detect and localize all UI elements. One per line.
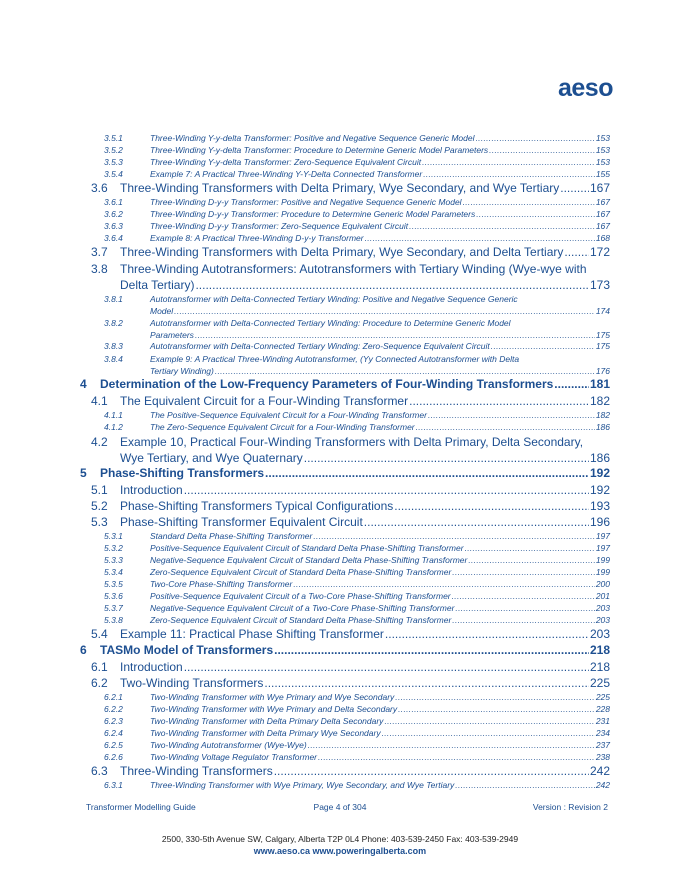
toc-entry-number: 6.2.4 (104, 728, 123, 738)
toc-entry[interactable] (0, 499, 680, 515)
toc-entry-page: 197 (595, 531, 610, 541)
toc-leader-dots (455, 780, 595, 790)
toc-entry-title: Three-Winding Y-y-delta Transformer: Positive and Negative Sequence Generic Model (150, 133, 475, 143)
toc-entry-title: Three-Winding D-y-y Transformer: Procedure to Determine Generic Model Parameters (150, 209, 476, 219)
toc-entry-title: Three-Winding Y-y-delta Transformer: Zero-Sequence Equivalent Circuit (150, 157, 422, 167)
toc-entry-title: Three-Winding D-y-y Transformer: Zero-Sequence Equivalent Circuit (150, 221, 409, 231)
toc-entry[interactable] (0, 410, 680, 422)
toc-entry-number: 3.7 (91, 245, 108, 259)
toc-entry-title: Negative-Sequence Equivalent Circuit of Standard Delta Phase-Shifting Transformer (150, 555, 468, 565)
toc-entry-title: Phase-Shifting Transformers (100, 466, 265, 480)
toc-leader-dots (465, 543, 595, 553)
toc-entry-page: 167 (595, 221, 610, 231)
toc-entry-title: TASMo Model of Transformers (100, 643, 274, 657)
toc-entry-page: 168 (595, 233, 610, 243)
toc-entry-number: 3.5.3 (104, 157, 123, 167)
footer-address: 2500, 330-5th Avenue SW, Calgary, Alberta T2P 0L4 Phone: 403-539-2450 Fax: 403-539-2949 (161, 834, 519, 844)
toc-entry[interactable] (0, 591, 680, 603)
toc-entry-title: Three-Winding Autotransformers: Autotransformers with Tertiary Winding (Wye-wye with (120, 262, 587, 276)
toc-entry-page: 186 (595, 422, 610, 432)
toc-leader-dots (476, 209, 595, 219)
toc-leader-dots (409, 394, 589, 408)
toc-entry-title: Two-Core Phase-Shifting Transformer (150, 579, 293, 589)
toc-entry-title: Positive-Sequence Equivalent Circuit of Standard Delta Phase-Shifting Transformer (150, 543, 464, 553)
toc-entry[interactable] (0, 245, 680, 261)
toc-leader-dots (416, 422, 595, 432)
toc-leader-dots (184, 483, 589, 497)
toc-entry-title: Example 10, Practical Four-Winding Transformers with Delta Primary, Delta Secondary, (120, 435, 584, 449)
toc-entry[interactable] (0, 716, 680, 728)
toc-leader-dots (422, 157, 595, 167)
toc-entry-page: 192 (589, 466, 610, 480)
toc-entry-number: 3.8.3 (104, 341, 123, 351)
toc-entry-title: Introduction (120, 660, 183, 674)
toc-entry[interactable] (0, 353, 680, 377)
footer-version: Version : Revision 2 (532, 802, 608, 812)
toc-leader-dots (384, 716, 594, 726)
toc-leader-dots (274, 764, 589, 778)
toc-entry-page: 242 (589, 764, 610, 778)
toc-entry-page: 242 (595, 780, 610, 790)
toc-entry-number: 5.4 (91, 627, 108, 641)
toc-leader-dots (476, 133, 595, 143)
toc-leader-dots (195, 329, 595, 341)
toc-entry[interactable] (0, 145, 680, 157)
toc-entry-page: 173 (589, 278, 610, 292)
toc-leader-dots (468, 555, 594, 565)
toc-leader-dots (560, 181, 589, 195)
toc-entry-title-continued: Tertiary Winding) (150, 366, 214, 376)
toc-entry-number: 5.3.7 (104, 603, 123, 613)
toc-leader-dots (318, 752, 595, 762)
footer-page-number: Page 4 of 304 (313, 802, 367, 812)
toc-entry-number: 5.3.8 (104, 615, 123, 625)
toc-entry-title: Example 8: A Practical Three-Winding D-y-y Transformer (150, 233, 364, 243)
toc-leader-dots (313, 531, 594, 541)
toc-entry-page: 176 (595, 366, 610, 376)
toc-entry[interactable] (0, 660, 680, 676)
toc-entry-number: 6 (80, 643, 87, 657)
toc-leader-dots (174, 305, 595, 317)
toc-entry-number: 4.1.1 (104, 410, 123, 420)
toc-leader-dots (409, 221, 595, 231)
toc-entry-title: Zero-Sequence Equivalent Circuit of Standard Delta Phase-Shifting Transformer (150, 567, 452, 577)
toc-leader-dots (452, 591, 595, 601)
toc-entry-title: Three-Winding D-y-y Transformer: Positive and Negative Sequence Generic Model (150, 197, 462, 207)
toc-entry-title: Three-Winding Transformer with Wye Primary, Wye Secondary, and Wye Tertiary (150, 780, 455, 790)
toc-entry-page: 167 (595, 197, 610, 207)
toc-entry-title: Two-Winding Transformer with Delta Primary Wye Secondary (150, 728, 381, 738)
toc-entry-number: 4.1 (91, 394, 108, 408)
toc-entry[interactable] (0, 133, 680, 145)
toc-entry-title: The Positive-Sequence Equivalent Circuit for a Four-Winding Transformer (150, 410, 427, 420)
toc-entry-title: Autotransformer with Delta-Connected Tertiary Winding: Procedure to Determine Generic Model (150, 318, 511, 328)
toc-entry[interactable] (0, 197, 680, 209)
toc-leader-dots (398, 704, 595, 714)
toc-entry-page: 196 (589, 515, 610, 529)
toc-entry[interactable] (0, 692, 680, 704)
toc-entry-page: 203 (589, 627, 610, 641)
toc-leader-dots (554, 377, 589, 391)
toc-entry-title: The Equivalent Circuit for a Four-Winding Transformer (120, 394, 409, 408)
toc-entry[interactable] (0, 567, 680, 579)
toc-entry-page: 182 (595, 410, 610, 420)
toc-entry-number: 6.3 (91, 764, 108, 778)
toc-entry-page: 199 (595, 555, 610, 565)
toc-entry-title: Two-Winding Transformers (120, 676, 264, 690)
toc-entry-page: 155 (595, 169, 610, 179)
toc-entry-number: 5.3.2 (104, 543, 123, 553)
toc-entry-page: 182 (589, 394, 610, 408)
toc-entry-title: Positive-Sequence Equivalent Circuit of a Two-Core Phase-Shifting Transformer (150, 591, 451, 601)
toc-entry-number: 5.3.5 (104, 579, 123, 589)
toc-entry-number: 3.8.4 (104, 354, 123, 364)
toc-entry[interactable] (0, 543, 680, 555)
toc-leader-dots (264, 676, 589, 690)
toc-entry[interactable] (0, 615, 680, 627)
toc-entry[interactable] (0, 341, 680, 353)
toc-entry-title: Three-Winding Transformers with Delta Primary, Wye Secondary, and Delta Tertiary (120, 245, 564, 259)
toc-entry-number: 6.2.1 (104, 692, 123, 702)
toc-leader-dots (195, 277, 589, 293)
toc-entry-number: 4.1.2 (104, 422, 123, 432)
toc-entry-number: 6.1 (91, 660, 108, 674)
toc-entry-page: 203 (595, 603, 610, 613)
toc-leader-dots (428, 410, 595, 420)
toc-entry-page: 197 (595, 543, 610, 553)
toc-entry-page: 228 (595, 704, 610, 714)
toc-entry-number: 3.6.1 (104, 197, 123, 207)
toc-entry-page: 218 (589, 643, 610, 657)
toc-entry-page: 153 (595, 145, 610, 155)
toc-entry-title: Autotransformer with Delta-Connected Tertiary Winding: Zero-Sequence Equivalent Circuit (150, 341, 490, 351)
toc-leader-dots (395, 692, 595, 702)
toc-leader-dots (463, 197, 595, 207)
toc-entry-number: 6.2.6 (104, 752, 123, 762)
toc-entry-page: 238 (595, 752, 610, 762)
toc-entry-page: 218 (589, 660, 610, 674)
toc-entry-number: 6.2.2 (104, 704, 123, 714)
toc-leader-dots (394, 499, 589, 513)
toc-entry-page: 167 (595, 209, 610, 219)
toc-entry-number: 5.3.4 (104, 567, 123, 577)
toc-entry[interactable] (0, 483, 680, 499)
toc-entry-title: Phase-Shifting Transformers Typical Configurations (120, 499, 394, 513)
toc-entry-page: 175 (595, 341, 610, 351)
toc-leader-dots (274, 643, 589, 657)
toc-entry[interactable] (0, 752, 680, 764)
toc-leader-dots (215, 365, 595, 377)
toc-entry-title: Negative-Sequence Equivalent Circuit of a Two-Core Phase-Shifting Transformer (150, 603, 455, 613)
toc-entry[interactable] (0, 740, 680, 752)
toc-leader-dots (308, 740, 595, 750)
toc-leader-dots (365, 233, 595, 243)
toc-entry[interactable] (0, 157, 680, 169)
toc-leader-dots (293, 579, 594, 589)
toc-entry-number: 5.3.1 (104, 531, 123, 541)
toc-entry-title: Two-Winding Autotransformer (Wye-Wye) (150, 740, 307, 750)
toc-entry-page: 225 (589, 676, 610, 690)
toc-entry-title-continued: Delta Tertiary) (120, 278, 195, 292)
toc-leader-dots (382, 728, 595, 738)
toc-entry-number: 3.8.1 (104, 294, 123, 304)
toc-entry-number: 3.8.2 (104, 318, 123, 328)
toc-entry-page: 192 (589, 483, 610, 497)
toc-entry-number: 4 (80, 377, 87, 391)
toc-entry-number: 3.5.4 (104, 169, 123, 179)
toc-entry-number: 4.2 (91, 435, 108, 449)
toc-leader-dots (452, 615, 595, 625)
toc-entry[interactable] (0, 579, 680, 591)
toc-entry[interactable] (0, 377, 680, 394)
toc-entry-page: 167 (589, 181, 610, 195)
toc-entry-title: Example 9: A Practical Three-Winding Autotransformer, (Yy Connected Autotransformer with Delta (150, 354, 520, 364)
toc-leader-dots (455, 603, 594, 613)
toc-entry-title: Standard Delta Phase-Shifting Transformer (150, 531, 313, 541)
toc-entry-title: Three-Winding Transformers with Delta Primary, Wye Secondary, and Wye Tertiary (120, 181, 560, 195)
toc-entry-title: Phase-Shifting Transformer Equivalent Circuit (120, 515, 363, 529)
footer-document-title: Transformer Modelling Guide (86, 802, 196, 812)
toc-entry[interactable] (0, 293, 680, 317)
toc-entry-title-continued: Parameters (150, 330, 194, 340)
toc-entry-title: Two-Winding Voltage Regulator Transformer (150, 752, 317, 762)
toc-leader-dots (564, 245, 589, 259)
toc-entry[interactable] (0, 676, 680, 692)
toc-entry[interactable] (0, 434, 680, 466)
toc-entry-page: 175 (595, 330, 610, 340)
toc-entry[interactable] (0, 728, 680, 740)
toc-entry-title: Three-Winding Y-y-delta Transformer: Procedure to Determine Generic Model Parameters (150, 145, 489, 155)
footer-websites: www.aeso.ca www.poweringalberta.com (253, 846, 427, 856)
toc-entry-page: 193 (589, 499, 610, 513)
toc-entry-number: 3.5.1 (104, 133, 123, 143)
toc-entry[interactable] (0, 780, 680, 792)
toc-entry-title: Zero-Sequence Equivalent Circuit of Standard Delta Phase-Shifting Transformer (150, 615, 452, 625)
toc-leader-dots (364, 515, 589, 529)
toc-entry[interactable] (0, 422, 680, 434)
toc-entry-page: 186 (589, 451, 610, 465)
toc-entry-page: 231 (595, 716, 610, 726)
toc-entry-number: 3.6.2 (104, 209, 123, 219)
toc-entry-page: 225 (595, 692, 610, 702)
toc-entry-number: 3.5.2 (104, 145, 123, 155)
toc-entry-page: 153 (595, 157, 610, 167)
toc-entry-page: 174 (595, 306, 610, 316)
toc-entry[interactable] (0, 261, 680, 293)
toc-leader-dots (491, 341, 595, 351)
toc-entry[interactable] (0, 627, 680, 643)
toc-leader-dots (184, 660, 589, 674)
toc-entry[interactable] (0, 221, 680, 233)
toc-entry[interactable] (0, 643, 680, 660)
toc-entry-number: 6.2 (91, 676, 108, 690)
toc-leader-dots (304, 450, 589, 466)
toc-entry[interactable] (0, 515, 680, 531)
toc-entry[interactable] (0, 466, 680, 483)
toc-entry-title: The Zero-Sequence Equivalent Circuit for a Four-Winding Transformer (150, 422, 415, 432)
toc-entry[interactable] (0, 209, 680, 221)
toc-entry-page: 200 (595, 579, 610, 589)
toc-entry-title: Example 7: A Practical Three-Winding Y-Y-Delta Connected Transformer (150, 169, 423, 179)
toc-entry-number: 5.3 (91, 515, 108, 529)
toc-entry-number: 3.6.4 (104, 233, 123, 243)
toc-entry-page: 234 (595, 728, 610, 738)
toc-entry[interactable] (0, 764, 680, 780)
toc-entry-title: Three-Winding Transformers (120, 764, 273, 778)
toc-entry-number: 6.2.3 (104, 716, 123, 726)
toc-entry[interactable] (0, 169, 680, 181)
toc-entry-number: 5.2 (91, 499, 108, 513)
toc-entry-title: Example 11: Practical Phase Shifting Transformer (120, 627, 384, 641)
toc-entry-number: 5.3.3 (104, 555, 123, 565)
toc-entry-number: 6.2.5 (104, 740, 123, 750)
toc-entry-number: 3.6 (91, 181, 108, 195)
toc-entry-title: Autotransformer with Delta-Connected Tertiary Winding: Positive and Negative Sequence Generic (150, 294, 518, 304)
toc-entry-number: 5.1 (91, 483, 108, 497)
toc-entry[interactable] (0, 704, 680, 716)
toc-entry-title: Two-Winding Transformer with Wye Primary and Delta Secondary (150, 704, 398, 714)
aeso-logo: aeso (558, 74, 613, 102)
table-of-contents (0, 133, 680, 792)
toc-entry-title-continued: Wye Tertiary, and Wye Quaternary (120, 451, 303, 465)
toc-leader-dots (385, 627, 589, 641)
toc-entry-number: 3.6.3 (104, 221, 123, 231)
toc-entry-number: 3.8 (91, 262, 108, 276)
toc-entry[interactable] (0, 317, 680, 341)
toc-entry-number: 6.3.1 (104, 780, 123, 790)
toc-entry[interactable] (0, 181, 680, 197)
toc-entry-title: Introduction (120, 483, 183, 497)
toc-entry-page: 203 (595, 615, 610, 625)
toc-entry-page: 201 (595, 591, 610, 601)
toc-entry-page: 153 (595, 133, 610, 143)
toc-entry[interactable] (0, 531, 680, 543)
toc-entry-title: Two-Winding Transformer with Wye Primary and Wye Secondary (150, 692, 395, 702)
toc-entry-page: 181 (589, 377, 610, 391)
toc-entry-page: 237 (595, 740, 610, 750)
toc-entry-page: 172 (589, 245, 610, 259)
toc-entry[interactable] (0, 555, 680, 567)
toc-leader-dots (423, 169, 595, 179)
toc-leader-dots (489, 145, 595, 155)
toc-entry-number: 5 (80, 466, 87, 480)
toc-entry[interactable] (0, 603, 680, 615)
toc-entry-title: Two-Winding Transformer with Delta Primary Delta Secondary (150, 716, 384, 726)
toc-entry-title: Determination of the Low-Frequency Parameters of Four-Winding Transformers (100, 377, 554, 391)
toc-entry-title-continued: Model (150, 306, 174, 316)
toc-entry-page: 199 (595, 567, 610, 577)
toc-leader-dots (265, 466, 589, 480)
toc-entry[interactable] (0, 394, 680, 410)
toc-entry[interactable] (0, 233, 680, 245)
toc-leader-dots (452, 567, 595, 577)
toc-entry-number: 5.3.6 (104, 591, 123, 601)
